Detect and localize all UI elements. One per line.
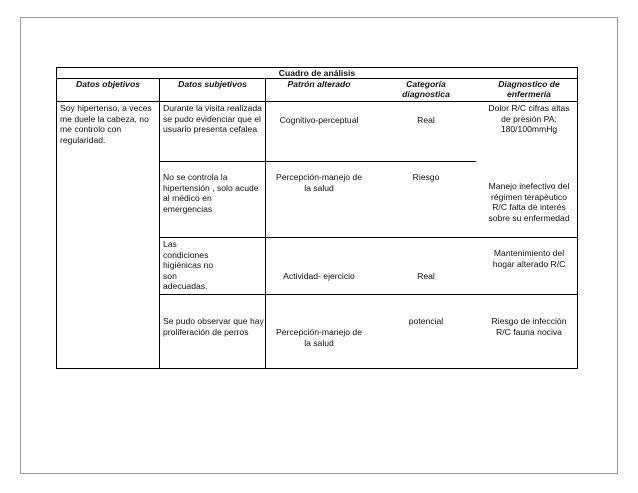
cell-diagnostico-4: Riesgo de infección R/C fauna nociva bbox=[491, 316, 567, 337]
header-categoria-diagnostica: Categoría diagnostica bbox=[402, 79, 450, 99]
cell-subjetivo-4: Se pudo observar que hay proliferación de perros bbox=[163, 316, 264, 337]
cell-diagnostico-1: Dolor R/C cifras altas de presión PA: 180/100mmHg bbox=[488, 103, 570, 135]
row-divider bbox=[159, 161, 476, 162]
cell-patron-2: Percepción-manejo de la salud bbox=[276, 172, 362, 193]
cell-subjetivo-2: No se controla la hipertensión , solo acude al médico en emergencias bbox=[163, 172, 259, 214]
row-divider bbox=[159, 294, 578, 295]
row-divider bbox=[159, 237, 578, 238]
column-divider bbox=[159, 78, 160, 369]
cell-diagnostico-3: Mantenimiento del hogar alterado R/C bbox=[492, 248, 566, 269]
cell-categoria-3: Real bbox=[417, 271, 435, 281]
cell-categoria-2: Riesgo bbox=[412, 172, 440, 182]
cell-subjetivo-3: Las condiciones higiénicas no son adecuadas. bbox=[163, 239, 214, 292]
cell-categoria-1: Real bbox=[417, 115, 435, 125]
header-divider bbox=[57, 101, 577, 102]
header-patron-alterado: Patrón alterado bbox=[287, 79, 351, 89]
analysis-table bbox=[56, 67, 578, 369]
header-datos-subjetivos: Datos subjetivos bbox=[178, 79, 247, 89]
header-datos-objetivos: Datos objetivos bbox=[76, 79, 140, 89]
cell-patron-3: Actividad- ejercicio bbox=[283, 271, 355, 281]
cell-datos-objetivos: Soy hipertenso, a veces me duele la cabeza, no me controlo con regularidad. bbox=[60, 103, 152, 145]
header-diagnostico-enfermeria: Diagnostico de enfermería bbox=[498, 79, 560, 99]
cell-patron-1: Cognitivo-perceptual bbox=[279, 115, 359, 125]
cell-patron-4: Percepción-manejo de la salud bbox=[276, 327, 362, 348]
cell-categoria-4: potencial bbox=[408, 316, 444, 326]
table-title: Cuadro de análisis bbox=[57, 68, 577, 79]
cell-subjetivo-1: Durante la visita realizada se pudo evidenciar que el usuario presenta cefalea bbox=[163, 103, 262, 135]
cell-diagnostico-2: Manejo inefectivo del régimen terapéutico R/C falta de interés sobre su enfermedad bbox=[488, 181, 570, 223]
